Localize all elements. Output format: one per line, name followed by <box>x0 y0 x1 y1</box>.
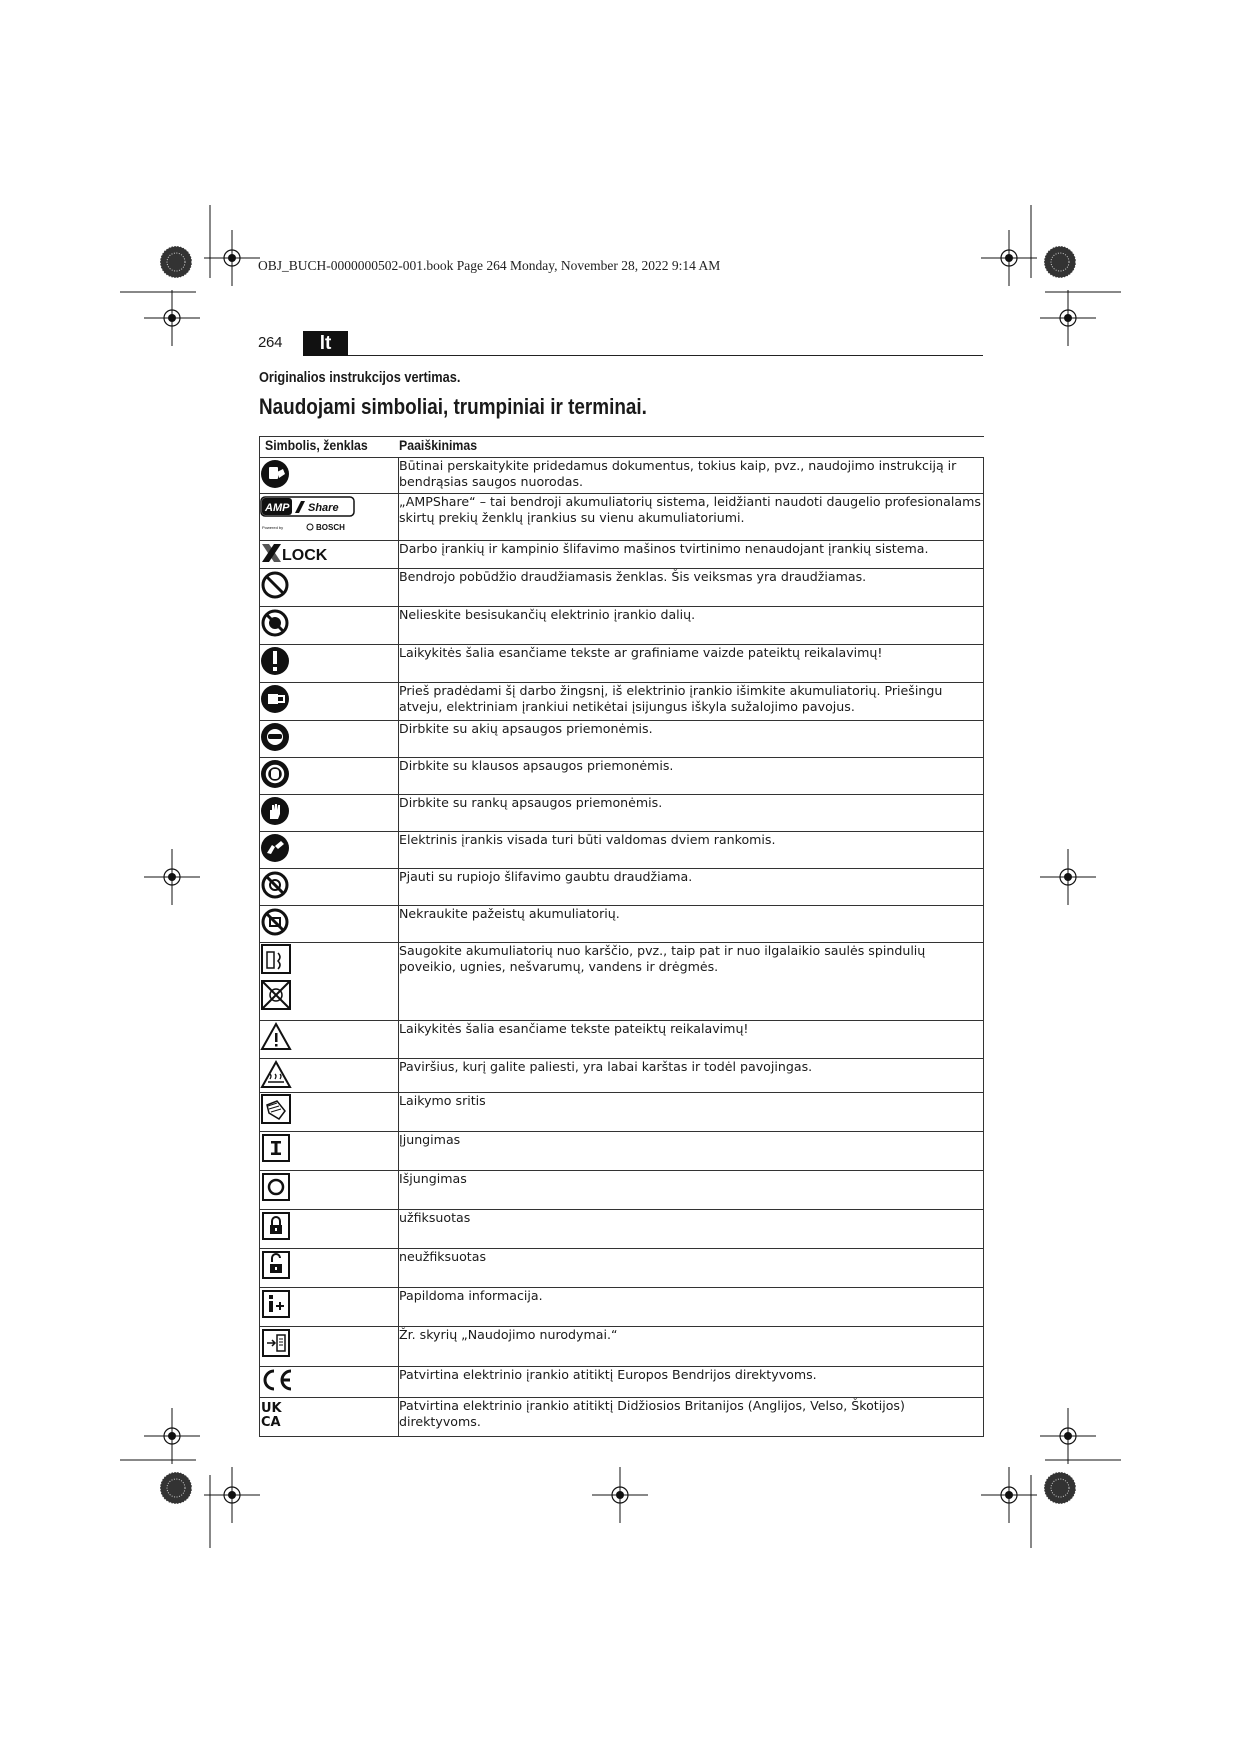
table-row <box>260 1288 984 1327</box>
row-text: Patvirtina elektrinio įrankio atitiktį Didžiosios Britanijos (Anglijos, Velso, Škotijos) direktyvoms. <box>399 1398 984 1437</box>
table-row <box>260 795 984 832</box>
row-text: Laikymo sritis <box>399 1093 984 1132</box>
book-file-line: OBJ_BUCH-0000000502-001.book Page 264 Monday, November 28, 2022 9:14 AM <box>258 258 721 273</box>
color-burst-mark <box>160 246 192 278</box>
crosshair-mark <box>204 1467 260 1523</box>
page-number: 264 <box>258 334 283 351</box>
table-row <box>260 1249 984 1288</box>
table-row <box>260 1021 984 1059</box>
color-burst-mark <box>1044 1472 1076 1504</box>
table-row <box>260 1210 984 1249</box>
svg-text:CA: CA <box>261 1415 281 1430</box>
crosshair-mark <box>981 230 1037 286</box>
row-text: Nelieskite besisukančių elektrinio įrankio dalių. <box>399 607 984 645</box>
gloves-icon <box>260 795 294 827</box>
crosshair-mark <box>1040 1408 1096 1464</box>
crosshair-mark <box>144 1408 200 1464</box>
row-text: Paviršius, kurį galite paliesti, yra labai karštas ir todėl pavojingas. <box>399 1059 984 1093</box>
table-row <box>260 494 984 541</box>
crosshair-mark <box>204 230 260 286</box>
info-plus-icon <box>260 1288 294 1320</box>
table-row <box>260 1398 984 1437</box>
eye-protection-icon <box>260 721 294 753</box>
row-text: Prieš pradėdami šį darbo žingsnį, iš elektrinio įrankio išimkite akumuliatorių. Priešingu atveju, elektriniam įrankiui netikėtai įsijungus iškyla sužalojimo pavojus. <box>399 683 984 721</box>
table-header-row <box>260 437 984 458</box>
row-text: Saugokite akumuliatorių nuo karščio, pvz., taip pat ir nuo ilgalaikio saulės spindulių poveikio, ugnies, nešvarumų, vandens ir drėgmės. <box>399 943 984 1021</box>
table-row <box>260 1327 984 1367</box>
ukca-mark-icon <box>260 1398 294 1430</box>
no-damaged-battery-icon <box>260 906 294 938</box>
ampshare-logo <box>260 494 356 534</box>
table-row <box>260 1367 984 1398</box>
power-off-icon <box>260 1171 294 1203</box>
table-row <box>260 645 984 683</box>
table-row <box>260 541 984 569</box>
table-row <box>260 906 984 943</box>
svg-text:AMP: AMP <box>265 502 290 514</box>
table-row <box>260 832 984 869</box>
row-text: Pjauti su rupiojo šlifavimo gaubtu draudžiama. <box>399 869 984 906</box>
crosshair-mark <box>1040 849 1096 905</box>
ce-mark-icon <box>260 1367 294 1393</box>
row-text: Žr. skyrių „Naudojimo nurodymai.“ <box>399 1327 984 1367</box>
see-section-icon <box>260 1327 294 1359</box>
header-rule <box>348 355 983 356</box>
row-text: Dirbkite su rankų apsaugos priemonėmis. <box>399 795 984 832</box>
crosshair-mark <box>144 849 200 905</box>
row-text: Patvirtina elektrinio įrankio atitiktį Europos Bendrijos direktyvoms. <box>399 1367 984 1398</box>
table-row <box>260 458 984 494</box>
row-text: Laikykitės šalia esančiame tekste pateiktų reikalavimų! <box>399 1021 984 1059</box>
no-cutting-guard-icon <box>260 869 294 901</box>
hot-surface-icon <box>260 1059 294 1091</box>
prohibition-icon <box>260 569 294 601</box>
row-text: Dirbkite su akių apsaugos priemonėmis. <box>399 721 984 758</box>
grip-area-icon <box>260 1093 294 1125</box>
svg-text:LOCK: LOCK <box>282 547 328 564</box>
table-row <box>260 1132 984 1171</box>
column-header-explanation: Paaiškinimas <box>399 437 984 458</box>
locked-icon <box>260 1210 294 1242</box>
battery-heat-sun-icons <box>260 943 294 1013</box>
unlocked-icon <box>260 1249 294 1281</box>
power-on-icon <box>260 1132 294 1164</box>
remove-battery-icon <box>260 683 294 715</box>
table-row <box>260 569 984 607</box>
symbols-table <box>259 436 984 1437</box>
x-lock-logo <box>260 541 350 565</box>
row-text: Būtinai perskaitykite pridedamus dokumentus, tokius kaip, pvz., naudojimo instrukciją ir bendrąsias saugos nuorodas. <box>399 458 984 494</box>
table-row <box>260 758 984 795</box>
crosshair-mark <box>592 1467 648 1523</box>
row-text: „AMPShare“ – tai bendroji akumuliatorių sistema, leidžianti naudoti daugelio profesionalams skirtų prekių ženklų įrankius su vienu akumuliatoriumi. <box>399 494 984 541</box>
table-row <box>260 1093 984 1132</box>
color-burst-mark <box>1044 246 1076 278</box>
crosshair-mark <box>144 290 200 346</box>
language-tab: lt <box>303 331 348 356</box>
row-text: Darbo įrankių ir kampinio šlifavimo mašinos tvirtinimo nenaudojant įrankių sistema. <box>399 541 984 569</box>
no-touch-rotating-icon <box>260 607 294 639</box>
section-subtitle: Originalios instrukcijos vertimas. <box>259 370 461 386</box>
hearing-protection-icon <box>260 758 294 790</box>
row-text: Įjungimas <box>399 1132 984 1171</box>
warning-triangle-icon <box>260 1021 294 1053</box>
row-text: užfiksuotas <box>399 1210 984 1249</box>
row-text: Nekraukite pažeistų akumuliatorių. <box>399 906 984 943</box>
row-text: Papildoma informacija. <box>399 1288 984 1327</box>
svg-text:BOSCH: BOSCH <box>316 523 345 532</box>
column-header-symbol: Simbolis, ženklas <box>260 437 399 458</box>
svg-text:UK: UK <box>261 1401 282 1416</box>
crosshair-mark <box>981 1467 1037 1523</box>
svg-text:Share: Share <box>308 502 339 514</box>
mandatory-exclamation-icon <box>260 645 294 677</box>
row-text: Dirbkite su klausos apsaugos priemonėmis. <box>399 758 984 795</box>
row-text: Elektrinis įrankis visada turi būti valdomas dviem rankomis. <box>399 832 984 869</box>
svg-text:Powered by: Powered by <box>262 525 284 530</box>
row-text: neužfiksuotas <box>399 1249 984 1288</box>
row-text: Laikykitės šalia esančiame tekste ar grafiniame vaizde pateiktų reikalavimų! <box>399 645 984 683</box>
row-text: Išjungimas <box>399 1171 984 1210</box>
table-row <box>260 1059 984 1093</box>
table-row <box>260 607 984 645</box>
row-text: Bendrojo pobūdžio draudžiamasis ženklas. Šis veiksmas yra draudžiamas. <box>399 569 984 607</box>
table-row <box>260 943 984 1021</box>
crosshair-mark <box>1040 290 1096 346</box>
table-row <box>260 683 984 721</box>
table-row <box>260 721 984 758</box>
color-burst-mark <box>160 1472 192 1504</box>
table-row <box>260 869 984 906</box>
table-row <box>260 1171 984 1210</box>
section-title: Naudojami simboliai, trumpiniai ir terminai. <box>259 394 647 419</box>
read-manual-icon <box>260 458 294 490</box>
two-hands-icon <box>260 832 294 864</box>
